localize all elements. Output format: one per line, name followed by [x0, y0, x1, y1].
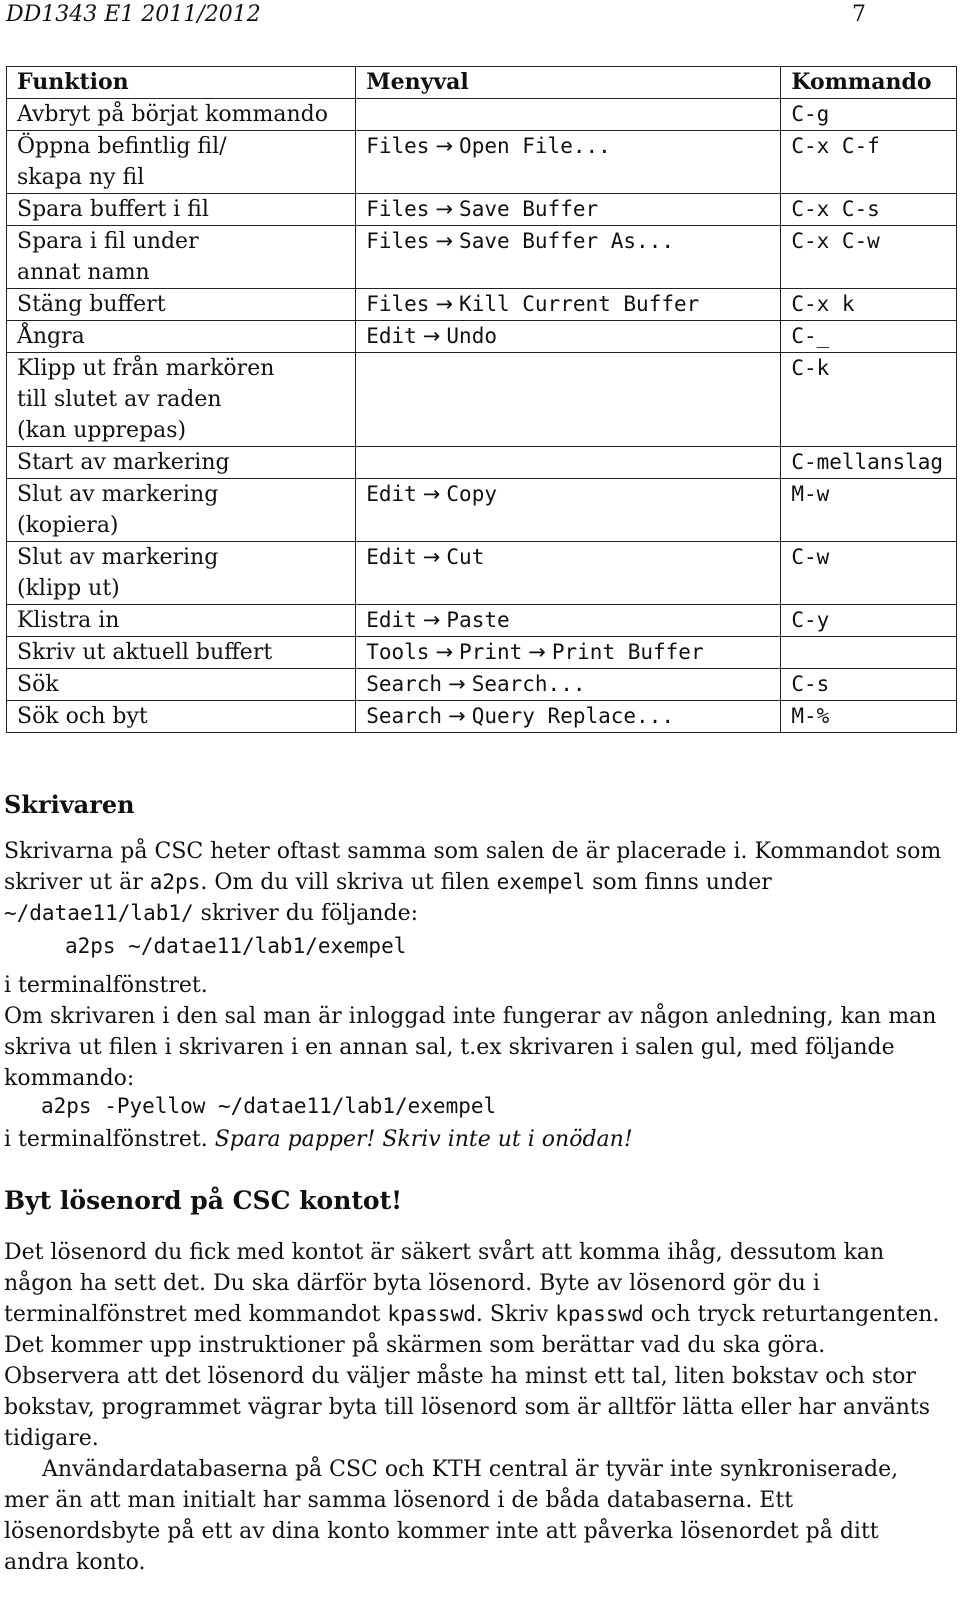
right-arrow-icon: →	[422, 608, 441, 632]
menu-item: Files	[366, 134, 430, 158]
password-heading: Byt lösenord på CSC kontot!	[4, 1186, 403, 1215]
function-cell	[7, 479, 356, 542]
function-text: Öppna befintlig fil/	[17, 134, 227, 159]
column-header-command: Kommando	[781, 67, 957, 99]
function-cell	[7, 669, 356, 701]
right-arrow-icon: →	[422, 324, 441, 348]
right-arrow-icon: →	[435, 229, 454, 253]
menu-item: Edit	[366, 482, 417, 506]
menu-item: Undo	[446, 324, 497, 348]
function-text: (klipp ut)	[17, 576, 120, 601]
function-cell	[7, 605, 356, 637]
inline-code: exempel	[496, 870, 586, 894]
menu-item: Paste	[446, 608, 510, 632]
inline-code: a2ps	[149, 870, 201, 894]
column-header-menu: Menyval	[356, 67, 781, 99]
table-row	[7, 321, 957, 353]
right-arrow-icon: →	[435, 134, 454, 158]
command-cell: C-x k	[781, 289, 957, 321]
command-cell: C-x C-s	[781, 194, 957, 226]
table-row	[7, 605, 957, 637]
printer-after-code-1: i terminalfönstret.	[4, 973, 208, 998]
function-text: Sök och byt	[17, 704, 148, 729]
function-text: Spara i fil under	[17, 229, 199, 254]
table-row	[7, 637, 957, 669]
menu-path-cell	[356, 447, 781, 479]
right-arrow-icon: →	[422, 545, 441, 569]
page-number: 7	[852, 2, 866, 27]
menu-item: Query Replace...	[471, 704, 674, 728]
menu-item: Copy	[446, 482, 497, 506]
menu-item: Files	[366, 292, 430, 316]
menu-path-cell	[356, 542, 781, 605]
menu-path-cell	[356, 605, 781, 637]
menu-path-cell	[356, 194, 781, 226]
menu-item: Edit	[366, 324, 417, 348]
table-row	[7, 226, 957, 289]
function-text: skapa ny fil	[17, 165, 145, 190]
command-cell: C-w	[781, 542, 957, 605]
printer-paragraph-2: Om skrivaren i den sal man är inloggad inte fungerar av någon anledning, kan man skriva ut filen i skrivaren i en annan sal, t.ex skrivaren i salen gul, med följande kommando:	[4, 1004, 937, 1091]
menu-item: Edit	[366, 608, 417, 632]
function-text: Skriv ut aktuell buffert	[17, 640, 273, 665]
right-arrow-icon: →	[435, 640, 454, 664]
function-cell	[7, 353, 356, 447]
menu-path-cell	[356, 637, 781, 669]
printer-paragraph-1: Skrivarna på CSC heter oftast samma som salen de är placerade i. Kommandot som skriver ut är a2ps. Om du vill skriva ut filen exempel som finns under ~/datae11/lab1/ skriver du följande:	[4, 839, 942, 926]
table-row	[7, 99, 957, 131]
function-text: Klipp ut från markören	[17, 356, 275, 381]
command-cell: M-%	[781, 701, 957, 733]
function-text: Ångra	[17, 324, 85, 349]
function-text: Start av markering	[17, 450, 230, 475]
right-arrow-icon: →	[435, 292, 454, 316]
table-row	[7, 131, 957, 194]
command-cell: C-_	[781, 321, 957, 353]
menu-path-cell	[356, 353, 781, 447]
menu-item: Open File...	[459, 134, 611, 158]
menu-item: Save Buffer	[459, 197, 599, 221]
menu-item: Search...	[471, 672, 586, 696]
table-row	[7, 669, 957, 701]
function-text: Sök	[17, 672, 59, 697]
command-table	[6, 66, 957, 733]
command-cell	[781, 637, 957, 669]
command-cell: M-w	[781, 479, 957, 542]
menu-path-cell	[356, 479, 781, 542]
command-cell: C-k	[781, 353, 957, 447]
menu-item: Kill Current Buffer	[459, 292, 700, 316]
function-cell	[7, 447, 356, 479]
table-row	[7, 353, 957, 447]
menu-item: Search	[366, 672, 443, 696]
inline-code: ~/datae11/lab1/	[4, 901, 194, 925]
menu-item: Cut	[446, 545, 485, 569]
table-header-row	[7, 67, 957, 99]
menu-path-cell	[356, 321, 781, 353]
function-cell	[7, 131, 356, 194]
right-arrow-icon: →	[448, 704, 466, 728]
function-cell	[7, 701, 356, 733]
function-text: Spara buffert i fil	[17, 197, 209, 222]
command-cell: C-mellanslag	[781, 447, 957, 479]
right-arrow-icon: →	[448, 672, 466, 696]
function-cell	[7, 542, 356, 605]
column-header-function: Funktion	[7, 67, 356, 99]
menu-item: Print	[459, 640, 523, 664]
menu-path-cell	[356, 701, 781, 733]
menu-item: Files	[366, 229, 430, 253]
function-cell	[7, 226, 356, 289]
function-text: Slut av markering	[17, 545, 219, 570]
menu-path-cell	[356, 226, 781, 289]
menu-path-cell	[356, 289, 781, 321]
command-cell: C-s	[781, 669, 957, 701]
function-text: Klistra in	[17, 608, 120, 633]
print-warning: Spara papper! Skriv inte ut i onödan!	[214, 1127, 633, 1152]
menu-path-cell	[356, 669, 781, 701]
inline-code: kpasswd	[555, 1302, 644, 1326]
function-text: Stäng buffert	[17, 292, 166, 317]
command-cell: C-x C-f	[781, 131, 957, 194]
function-text: till slutet av raden	[17, 387, 222, 412]
code-example-1: a2ps ~/datae11/lab1/exempel	[65, 934, 407, 958]
menu-path-cell	[356, 99, 781, 131]
function-text: annat namn	[17, 260, 150, 285]
table-row	[7, 479, 957, 542]
inline-code: kpasswd	[387, 1302, 476, 1326]
menu-item: Print Buffer	[551, 640, 704, 664]
right-arrow-icon: →	[422, 482, 441, 506]
function-text: Avbryt på börjat kommando	[17, 102, 329, 127]
menu-path-cell	[356, 131, 781, 194]
menu-item: Search	[366, 704, 443, 728]
command-cell: C-x C-w	[781, 226, 957, 289]
menu-item: Files	[366, 197, 430, 221]
code-example-2: a2ps -Pyellow ~/datae11/lab1/exempel	[41, 1094, 497, 1118]
command-cell: C-g	[781, 99, 957, 131]
table-row	[7, 194, 957, 226]
table-row	[7, 447, 957, 479]
command-cell: C-y	[781, 605, 957, 637]
menu-item: Edit	[366, 545, 417, 569]
table-body	[7, 99, 957, 733]
password-paragraph-2: Användardatabaserna på CSC och KTH central är tyvär inte synkroniserade, mer än att man initialt har samma lösenord i de båda databaserna. Ett lösenordsbyte på ett av dina konto kommer inte att påverka lösenordet på ditt andra konto.	[4, 1457, 899, 1575]
page-header	[6, 2, 866, 32]
course-code: DD1343 E1 2011/2012	[6, 2, 261, 27]
printer-after-code-2: i terminalfönstret. Spara papper! Skriv inte ut i onödan!	[4, 1127, 633, 1152]
table-row	[7, 542, 957, 605]
menu-item: Tools	[366, 640, 430, 664]
function-cell	[7, 321, 356, 353]
menu-item: Save Buffer As...	[459, 229, 674, 253]
table-row	[7, 289, 957, 321]
right-arrow-icon: →	[528, 640, 546, 664]
function-text: Slut av markering	[17, 482, 219, 507]
function-cell	[7, 99, 356, 131]
right-arrow-icon: →	[435, 197, 454, 221]
function-text: (kopiera)	[17, 513, 119, 538]
function-text: (kan upprepas)	[17, 418, 187, 443]
function-cell	[7, 637, 356, 669]
table-row	[7, 701, 957, 733]
printer-heading: Skrivaren	[4, 790, 135, 819]
function-cell	[7, 194, 356, 226]
function-cell	[7, 289, 356, 321]
password-paragraph-1: Det lösenord du fick med kontot är säkert svårt att komma ihåg, dessutom kan någon ha sett det. Du ska därför byta lösenord. Byte av lösenord gör du i terminalfönstret med kommandot kpasswd. Skriv kpasswd och tryck returtangenten. Det kommer upp instruktioner på skärmen som berättar vad du ska göra. Observera att det lösenord du väljer måste ha minst ett tal, liten bokstav och stor bokstav, programmet vägrar byta till lösenord som är alltför lätta eller har använts tidigare.	[4, 1240, 940, 1451]
